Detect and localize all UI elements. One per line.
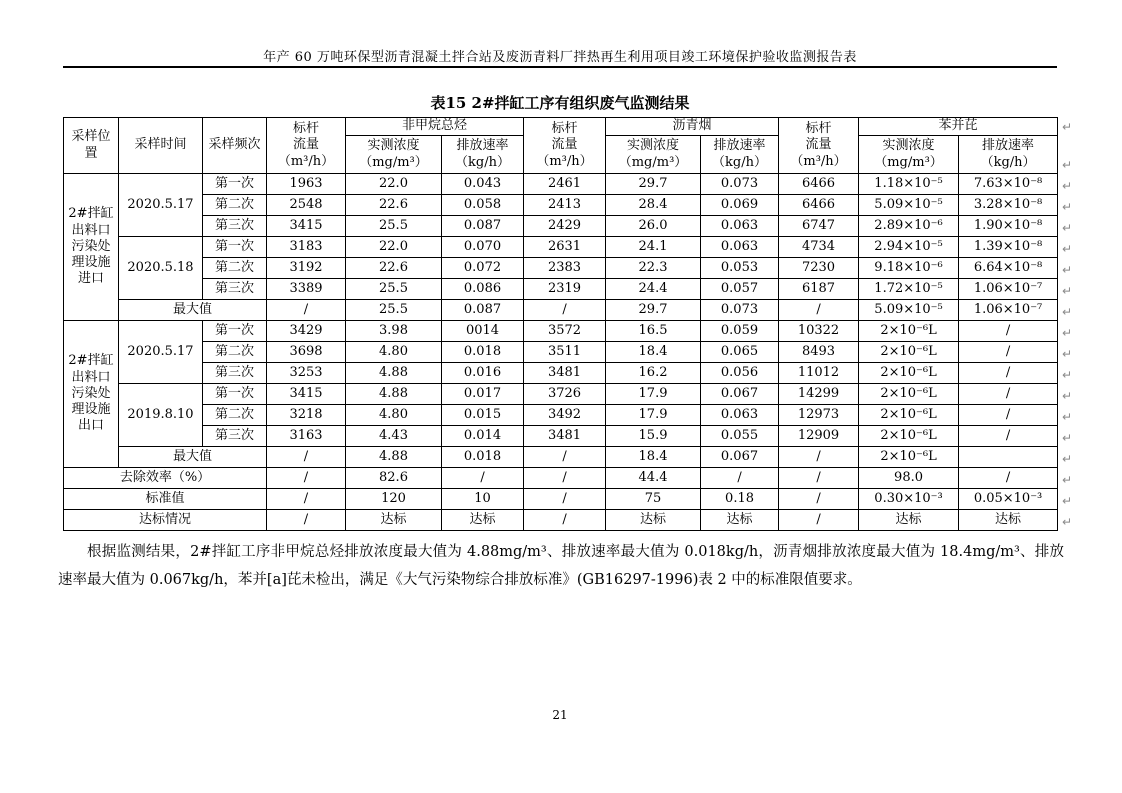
header-cell-time: 采样时间 [119, 118, 203, 174]
table-row [64, 195, 1058, 216]
data-cell: 0014 [442, 321, 524, 342]
data-cell: 11012 [779, 363, 859, 384]
data-cell: 25.5 [346, 279, 442, 300]
freq-cell: 第三次 [203, 363, 267, 384]
data-cell: 0.018 [442, 447, 524, 468]
data-cell: / [701, 468, 779, 489]
data-cell: 6.64×10⁻⁸ [959, 258, 1058, 279]
data-cell: 达标 [346, 510, 442, 531]
table-body [64, 118, 1058, 531]
data-cell: 4.88 [346, 447, 442, 468]
data-cell: 0.018 [442, 342, 524, 363]
header-rule [63, 66, 1057, 68]
data-cell: 75 [606, 489, 701, 510]
date-cell: 2019.8.10 [119, 384, 203, 447]
data-cell: 0.063 [701, 405, 779, 426]
data-cell: 2.94×10⁻⁵ [859, 237, 959, 258]
data-cell: 26.0 [606, 216, 701, 237]
data-cell: 0.057 [701, 279, 779, 300]
data-cell: 25.5 [346, 216, 442, 237]
data-cell: 达标 [859, 510, 959, 531]
header-cell-rate-1 [442, 136, 524, 174]
data-cell: 达标 [442, 510, 524, 531]
data-cell: 28.4 [606, 195, 701, 216]
max-label-cell: 最大值 [119, 300, 267, 321]
rate-unit: （kg/h） [980, 154, 1036, 170]
freq-cell: 第二次 [203, 405, 267, 426]
data-cell: 0.017 [442, 384, 524, 405]
data-cell: 4.88 [346, 384, 442, 405]
row-end-mark: ↵ [1062, 157, 1073, 172]
conc-label: 实测浓度 [882, 138, 935, 154]
data-cell: 2548 [267, 195, 346, 216]
summary-label-cell: 去除效率（%） [64, 468, 267, 489]
data-cell: / [267, 489, 346, 510]
header-cell-group-bap: 苯并芘 [859, 118, 1058, 136]
table-row [64, 342, 1058, 363]
data-cell: / [267, 510, 346, 531]
data-cell: 0.055 [701, 426, 779, 447]
data-cell: 9.18×10⁻⁶ [859, 258, 959, 279]
data-cell: 0.043 [442, 174, 524, 195]
row-end-mark: ↵ [1062, 178, 1073, 193]
table-row [64, 321, 1058, 342]
header-cell-flow-2 [524, 118, 606, 174]
data-cell: 22.6 [346, 195, 442, 216]
data-cell: 4.80 [346, 405, 442, 426]
data-cell: 3253 [267, 363, 346, 384]
freq-cell: 第二次 [203, 258, 267, 279]
data-cell: 6187 [779, 279, 859, 300]
data-cell: 2631 [524, 237, 606, 258]
data-cell: 3163 [267, 426, 346, 447]
table-row [64, 258, 1058, 279]
data-cell: 0.053 [701, 258, 779, 279]
conc-unit: （mg/m³） [618, 154, 688, 170]
data-cell: 0.063 [701, 237, 779, 258]
data-cell: 29.7 [606, 300, 701, 321]
conc-unit: （mg/m³） [359, 154, 428, 170]
table-row [64, 174, 1058, 195]
data-cell: 17.9 [606, 405, 701, 426]
row-end-mark: ↵ [1062, 262, 1073, 277]
freq-cell: 第一次 [203, 237, 267, 258]
data-cell: / [959, 342, 1058, 363]
row-end-mark: ↵ [1062, 430, 1073, 445]
data-cell: / [959, 405, 1058, 426]
data-cell: 3389 [267, 279, 346, 300]
data-cell: 24.4 [606, 279, 701, 300]
data-cell: 3698 [267, 342, 346, 363]
flow-label: 标杆流量 [292, 121, 319, 153]
data-cell: 3726 [524, 384, 606, 405]
data-cell: / [267, 447, 346, 468]
data-cell: 24.1 [606, 237, 701, 258]
data-cell: 15.9 [606, 426, 701, 447]
row-end-mark: ↵ [1062, 493, 1073, 508]
data-cell: 14299 [779, 384, 859, 405]
header-cell-conc-2 [606, 136, 701, 174]
data-cell: / [524, 447, 606, 468]
data-cell: 3572 [524, 321, 606, 342]
data-cell: 1.90×10⁻⁸ [959, 216, 1058, 237]
data-cell: 25.5 [346, 300, 442, 321]
data-cell: 0.056 [701, 363, 779, 384]
data-cell: 0.073 [701, 174, 779, 195]
flow-unit: （m³/h） [790, 153, 847, 169]
data-cell: 12973 [779, 405, 859, 426]
header-cell-group-asphalt-smoke: 沥青烟 [606, 118, 779, 136]
table-row-max [64, 300, 1058, 321]
data-cell: 4.88 [346, 363, 442, 384]
data-cell: 2461 [524, 174, 606, 195]
row-end-mark: ↵ [1062, 283, 1073, 298]
table-row [64, 363, 1058, 384]
data-cell: 0.014 [442, 426, 524, 447]
summary-label-cell: 达标情况 [64, 510, 267, 531]
data-cell: 0.087 [442, 216, 524, 237]
row-end-mark: ↵ [1062, 514, 1073, 529]
data-cell: 1.72×10⁻⁵ [859, 279, 959, 300]
data-cell: 10322 [779, 321, 859, 342]
data-cell: 22.0 [346, 237, 442, 258]
data-cell: / [524, 510, 606, 531]
data-cell: 3492 [524, 405, 606, 426]
rate-label: 排放速率 [982, 138, 1035, 154]
data-cell: 3218 [267, 405, 346, 426]
header-row [64, 118, 1058, 136]
header-cell-position: 采样位置 [64, 118, 119, 174]
table-row-compliance [64, 510, 1058, 531]
table-row [64, 237, 1058, 258]
report-header-title: 年产 60 万吨环保型沥青混凝土拌合站及废沥青料厂拌热再生利用项目竣工环境保护验收监测报告表 [263, 50, 857, 65]
data-cell: 1.18×10⁻⁵ [859, 174, 959, 195]
data-cell: 0.072 [442, 258, 524, 279]
rate-unit: （kg/h） [712, 154, 767, 170]
data-cell: 16.2 [606, 363, 701, 384]
data-cell: / [959, 468, 1058, 489]
page-number: 21 [552, 708, 568, 722]
table-row-standard-value [64, 489, 1058, 510]
data-cell: 0.015 [442, 405, 524, 426]
row-end-mark: ↵ [1062, 241, 1073, 256]
data-cell: 0.086 [442, 279, 524, 300]
data-cell: 18.4 [606, 447, 701, 468]
data-cell: / [524, 468, 606, 489]
data-cell: 22.3 [606, 258, 701, 279]
data-cell: 82.6 [346, 468, 442, 489]
rate-label: 排放速率 [713, 138, 766, 154]
data-cell: 0.30×10⁻³ [859, 489, 959, 510]
freq-cell: 第三次 [203, 279, 267, 300]
table-row-max [64, 447, 1058, 468]
data-cell: 2×10⁻⁶L [859, 363, 959, 384]
row-end-mark: ↵ [1062, 325, 1073, 340]
data-cell: 1.39×10⁻⁸ [959, 237, 1058, 258]
data-cell: / [442, 468, 524, 489]
table-row [64, 405, 1058, 426]
conc-label: 实测浓度 [367, 138, 420, 154]
data-cell: 4734 [779, 237, 859, 258]
data-cell: / [524, 489, 606, 510]
data-cell [959, 447, 1058, 468]
data-cell: 0.058 [442, 195, 524, 216]
row-end-mark: ↵ [1062, 451, 1073, 466]
data-cell: 10 [442, 489, 524, 510]
data-cell: 0.05×10⁻³ [959, 489, 1058, 510]
data-cell: 0.063 [701, 216, 779, 237]
data-cell: 8493 [779, 342, 859, 363]
header-cell-rate-2 [701, 136, 779, 174]
freq-cell: 第一次 [203, 174, 267, 195]
data-cell: 0.016 [442, 363, 524, 384]
data-cell: / [267, 300, 346, 321]
row-end-mark: ↵ [1062, 220, 1073, 235]
data-cell: 达标 [959, 510, 1058, 531]
data-cell: / [779, 447, 859, 468]
data-cell: 5.09×10⁻⁵ [859, 195, 959, 216]
data-cell: 3.98 [346, 321, 442, 342]
data-cell: 2×10⁻⁶L [859, 405, 959, 426]
conclusion-note: 根据监测结果，2#拌缸工序非甲烷总烃排放浓度最大值为 4.88mg/m³、排放速率最大值为 0.018kg/h，沥青烟排放浓度最大值为 18.4mg/m³、排放速率最大值为 0.067kg/h，苯并[a]芘未检出，满足《大气污染物综合排放标准》(GB16297-1996)表 2 中的标准限值要求。 [58, 544, 1064, 588]
data-cell: 3192 [267, 258, 346, 279]
data-cell: 0.059 [701, 321, 779, 342]
row-end-mark: ↵ [1062, 346, 1073, 361]
data-cell: / [959, 363, 1058, 384]
location-cell-outlet: 2#拌缸出料口污染处理设施出口 [64, 321, 119, 468]
header-cell-freq: 采样频次 [203, 118, 267, 174]
freq-cell: 第二次 [203, 195, 267, 216]
freq-cell: 第三次 [203, 426, 267, 447]
summary-label-cell: 标准值 [64, 489, 267, 510]
flow-unit: （m³/h） [277, 153, 335, 169]
location-cell-inlet: 2#拌缸出料口污染处理设施进口 [64, 174, 119, 321]
rate-unit: （kg/h） [455, 154, 510, 170]
data-cell: 2×10⁻⁶L [859, 426, 959, 447]
row-end-mark: ↵ [1062, 409, 1073, 424]
freq-cell: 第二次 [203, 342, 267, 363]
data-cell: 2×10⁻⁶L [859, 321, 959, 342]
data-cell: 0.069 [701, 195, 779, 216]
data-cell: 6466 [779, 174, 859, 195]
header-cell-rate-3 [959, 136, 1058, 174]
table-row [64, 426, 1058, 447]
freq-cell: 第一次 [203, 384, 267, 405]
data-cell: 7230 [779, 258, 859, 279]
freq-cell: 第三次 [203, 216, 267, 237]
data-cell: / [959, 384, 1058, 405]
data-cell: 3.28×10⁻⁸ [959, 195, 1058, 216]
data-cell: 17.9 [606, 384, 701, 405]
data-cell: 2×10⁻⁶L [859, 384, 959, 405]
row-end-mark: ↵ [1062, 304, 1073, 319]
row-end-mark: ↵ [1062, 388, 1073, 403]
table-title: 表15 2#拌缸工序有组织废气监测结果 [430, 94, 690, 112]
data-cell: 2413 [524, 195, 606, 216]
header-cell-conc-1 [346, 136, 442, 174]
data-cell: 3481 [524, 363, 606, 384]
data-cell: 4.43 [346, 426, 442, 447]
table-row [64, 216, 1058, 237]
data-cell: 22.0 [346, 174, 442, 195]
data-cell: 98.0 [859, 468, 959, 489]
data-cell: 16.5 [606, 321, 701, 342]
data-cell: 3511 [524, 342, 606, 363]
flow-label: 标杆流量 [551, 121, 578, 153]
data-cell: 7.63×10⁻⁸ [959, 174, 1058, 195]
data-cell: 0.087 [442, 300, 524, 321]
data-cell: 达标 [606, 510, 701, 531]
monitoring-table [63, 117, 1058, 531]
data-cell: 0.070 [442, 237, 524, 258]
data-cell: 29.7 [606, 174, 701, 195]
data-cell: 1.06×10⁻⁷ [959, 279, 1058, 300]
data-cell: / [267, 468, 346, 489]
data-cell: 5.09×10⁻⁵ [859, 300, 959, 321]
header-cell-flow-1 [267, 118, 346, 174]
data-cell: 4.80 [346, 342, 442, 363]
data-cell: 2383 [524, 258, 606, 279]
data-cell: 0.18 [701, 489, 779, 510]
data-cell: 6747 [779, 216, 859, 237]
data-cell: 2.89×10⁻⁶ [859, 216, 959, 237]
data-cell: 3429 [267, 321, 346, 342]
data-cell: 0.067 [701, 447, 779, 468]
data-cell: / [779, 489, 859, 510]
data-cell: 18.4 [606, 342, 701, 363]
data-cell: 0.065 [701, 342, 779, 363]
data-cell: 44.4 [606, 468, 701, 489]
date-cell: 2020.5.18 [119, 237, 203, 300]
rate-label: 排放速率 [456, 138, 509, 154]
flow-unit: （m³/h） [536, 153, 593, 169]
date-cell: 2020.5.17 [119, 321, 203, 384]
data-cell: 3415 [267, 216, 346, 237]
date-cell: 2020.5.17 [119, 174, 203, 237]
data-cell: 2×10⁻⁶L [859, 447, 959, 468]
header-cell-conc-3 [859, 136, 959, 174]
data-cell: 0.073 [701, 300, 779, 321]
data-cell: 2319 [524, 279, 606, 300]
data-cell: 0.067 [701, 384, 779, 405]
row-end-mark: ↵ [1062, 367, 1073, 382]
table-row [64, 279, 1058, 300]
data-cell: 2×10⁻⁶L [859, 342, 959, 363]
header-cell-flow-3 [779, 118, 859, 174]
data-cell: / [779, 468, 859, 489]
row-end-mark: ↵ [1062, 199, 1073, 214]
data-cell: / [959, 321, 1058, 342]
data-cell: 6466 [779, 195, 859, 216]
row-end-mark: ↵ [1062, 119, 1073, 134]
data-cell: 3415 [267, 384, 346, 405]
row-end-mark: ↵ [1062, 472, 1073, 487]
data-cell: 3481 [524, 426, 606, 447]
max-label-cell: 最大值 [119, 447, 267, 468]
freq-cell: 第一次 [203, 321, 267, 342]
data-cell: / [779, 300, 859, 321]
data-cell: 达标 [701, 510, 779, 531]
data-cell: 1963 [267, 174, 346, 195]
data-cell: / [959, 426, 1058, 447]
data-cell: 22.6 [346, 258, 442, 279]
data-cell: 1.06×10⁻⁷ [959, 300, 1058, 321]
data-cell: 2429 [524, 216, 606, 237]
conc-unit: （mg/m³） [874, 154, 943, 170]
header-cell-group-nmhc: 非甲烷总烃 [346, 118, 524, 136]
data-cell: / [779, 510, 859, 531]
conc-label: 实测浓度 [627, 138, 680, 154]
table-row-removal-efficiency [64, 468, 1058, 489]
data-cell: 120 [346, 489, 442, 510]
flow-label: 标杆流量 [805, 121, 832, 153]
data-cell: 3183 [267, 237, 346, 258]
data-cell: / [524, 300, 606, 321]
table-row [64, 384, 1058, 405]
data-cell: 12909 [779, 426, 859, 447]
